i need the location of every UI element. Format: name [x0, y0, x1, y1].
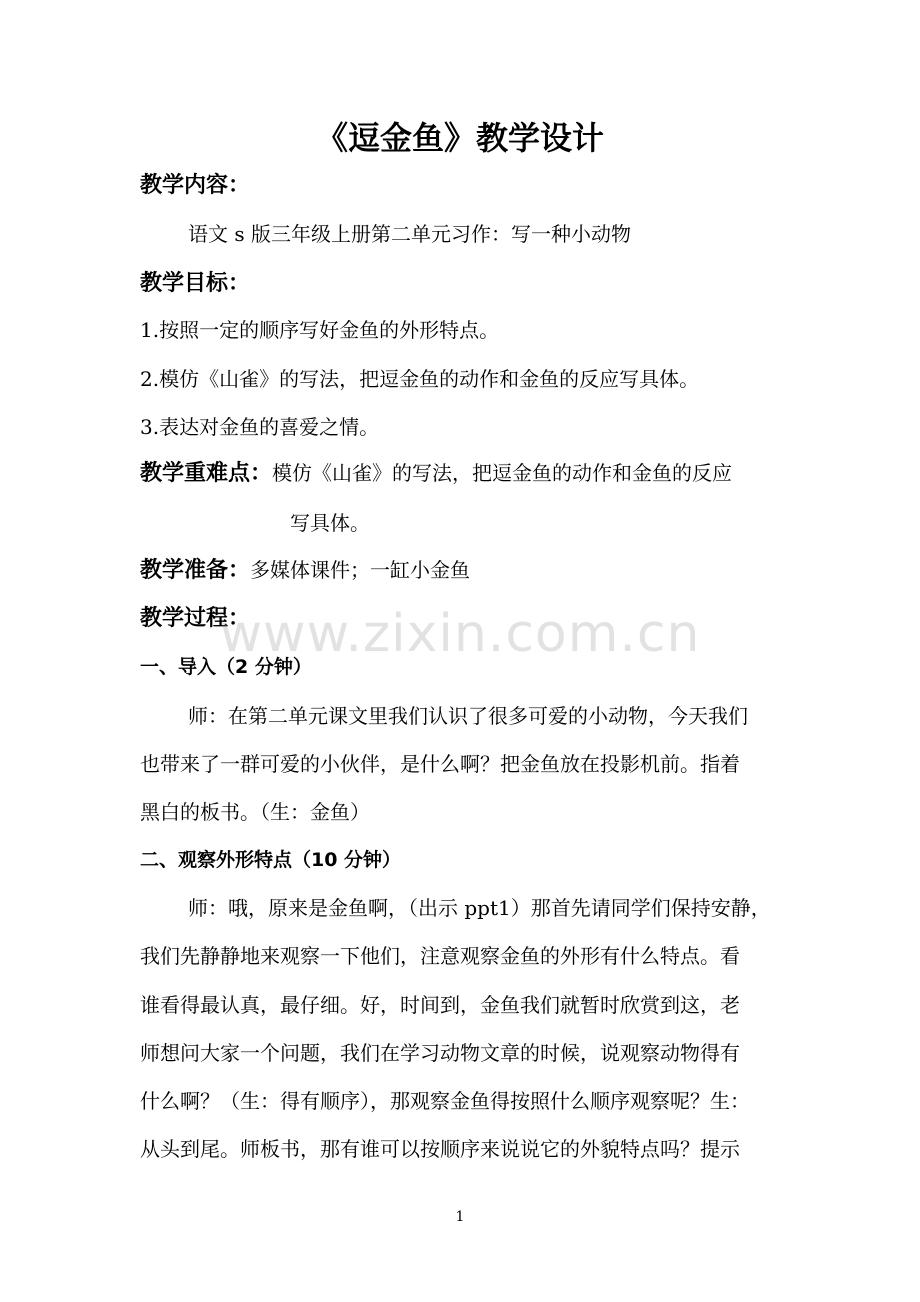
section1-line-1: 师：在第二单元课文里我们认识了很多可爱的小动物，今天我们 [188, 704, 748, 728]
section2-line-2: 我们先静静地来观察一下他们，注意观察金鱼的外形有什么特点。看 [140, 944, 740, 968]
goal-item-2: 2.模仿《山雀》的写法，把逗金鱼的动作和金鱼的反应写具体。 [140, 367, 700, 391]
content-heading: 教学内容： [140, 173, 251, 198]
section1-line-3: 黑白的板书。（生：金鱼） [140, 800, 370, 824]
section1-line-2: 也带来了一群可爱的小伙伴，是什么啊？把金鱼放在投影机前。指着 [140, 752, 740, 776]
watermark: www.zixin.com.cn [219, 604, 701, 664]
section2-title: 二、观察外形特点（10 分钟） [140, 849, 402, 871]
content-text: 语文 s 版三年级上册第二单元习作：写一种小动物 [188, 222, 631, 246]
section1-title: 一、导入（2 分钟） [140, 656, 312, 678]
difficulty-text: 模仿《山雀》的写法，把逗金鱼的动作和金鱼的反应 [272, 461, 733, 485]
goals-heading: 教学目标： [140, 271, 251, 296]
section2-line-6: 从头到尾。师板书，那有谁可以按顺序来说说它的外貌特点吗？提示 [140, 1137, 740, 1161]
page-number: 1 [455, 1209, 465, 1225]
section2-line-1: 师：哦，原来是金鱼啊，（出示 ppt1）那首先请同学们保持安静， [188, 896, 771, 920]
difficulty-heading: 教学重难点： [140, 461, 273, 486]
prep-heading: 教学准备： [140, 558, 251, 583]
goal-item-3: 3.表达对金鱼的喜爱之情。 [140, 415, 380, 439]
goal-item-1: 1.按照一定的顺序写好金鱼的外形特点。 [140, 318, 500, 342]
section2-line-5: 什么啊？（生：得有顺序），那观察金鱼得按照什么顺序观察呢？生： [140, 1089, 750, 1113]
difficulty-text-continued: 写具体。 [290, 511, 370, 535]
process-heading: 教学过程： [140, 606, 251, 631]
section2-line-4: 师想问大家一个问题，我们在学习动物文章的时候，说观察动物得有 [140, 1041, 740, 1065]
prep-text: 多媒体课件；一缸小金鱼 [250, 558, 471, 582]
section2-line-3: 谁看得最认真，最仔细。好，时间到，金鱼我们就暂时欣赏到这，老 [140, 993, 740, 1017]
prep-row [140, 557, 800, 585]
difficulty-row [140, 460, 800, 488]
page-title: 《逗金鱼》教学设计 [315, 119, 604, 157]
